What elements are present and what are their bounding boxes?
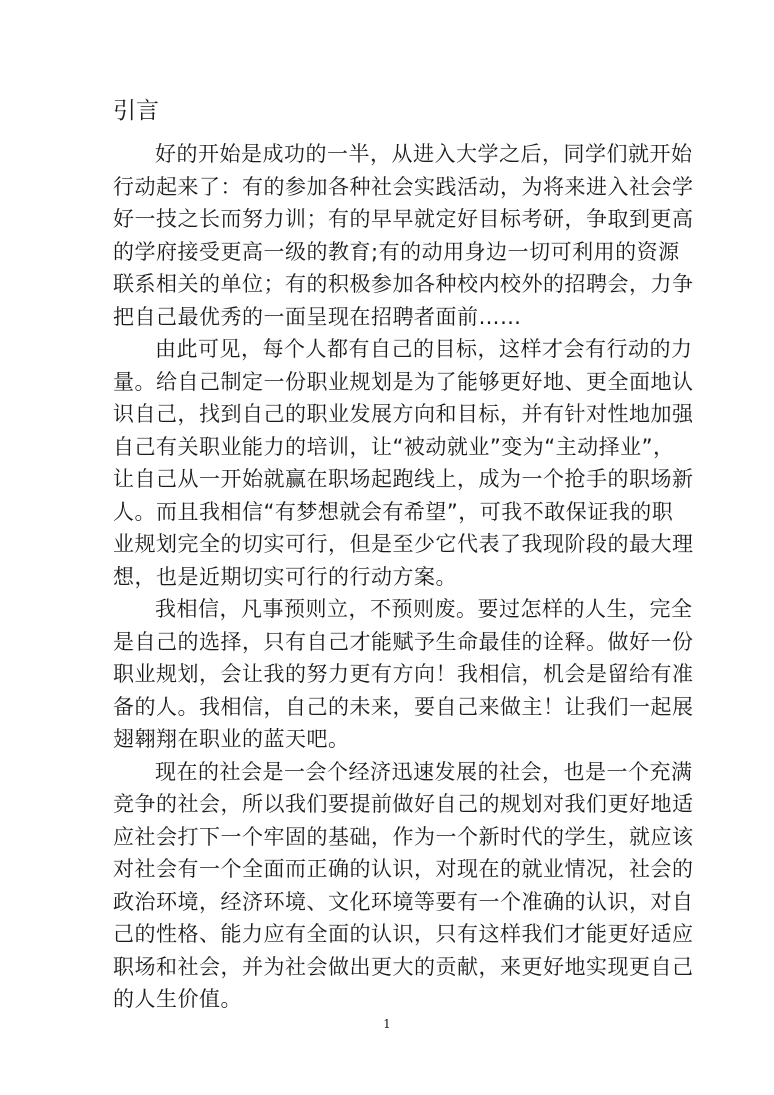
paragraph-1 (113, 138, 694, 333)
text-line: 我相信，凡事预则立，不预则废。要过怎样的人生，完全 (155, 597, 693, 621)
text-line: 把自己最优秀的一面呈现在招聘者面前…… (113, 304, 522, 329)
text-line: 应社会打下一个牢固的基础，作为一个新时代的学生，就应该 (113, 824, 694, 849)
text-line: 现在的社会是一会个经济迅速发展的社会，也是一个充满 (155, 759, 693, 784)
text-line: 人。而且我相信“有梦想就会有希望”，可我不敢保证我的职 (113, 499, 674, 524)
text-line: 让自己从一开始就赢在职场起跑线上，成为一个抢手的职场新 (113, 467, 694, 491)
text-line: 翅翱翔在职业的蓝天吧。 (113, 727, 350, 751)
paragraph-3 (113, 593, 694, 756)
text-line: 行动起来了：有的参加各种社会实践活动，为将来进入社会学 (113, 174, 694, 199)
text-line: 职业规划，会让我的努力更有方向！我相信，机会是留给有准 (113, 662, 694, 686)
text-line: 量。给自己制定一份职业规划是为了能够更好地、更全面地认 (113, 369, 694, 394)
text-line: 联系相关的单位；有的积极参加各种校内校外的招聘会，力争 (113, 272, 694, 296)
text-line: 的学府接受更高一级的教育;有的动用身边一切可利用的资源 (113, 239, 680, 264)
text-line: 职场和社会，并为社会做出更大的贡献，来更好地实现更自己 (113, 954, 694, 979)
paragraph-2 (113, 333, 694, 593)
text-line: 想，也是近期切实可行的行动方案。 (113, 564, 457, 589)
text-line: 对社会有一个全面而正确的认识，对现在的就业情况，社会的 (113, 857, 694, 881)
text-line: 备的人。我相信，自己的未来，要自己来做主！让我们一起展 (113, 694, 694, 719)
text-line: 好的开始是成功的一半，从进入大学之后，同学们就开始 (155, 142, 693, 166)
text-line: 竞争的社会，所以我们要提前做好自己的规划对我们更好地适 (113, 792, 694, 816)
text-line: 好一技之长而努力训；有的早早就定好目标考研，争取到更高 (113, 207, 694, 231)
text-line: 由此可见，每个人都有自己的目标，这样才会有行动的力 (155, 337, 693, 361)
text-line: 政治环境，经济环境、文化环境等要有一个准确的认识，对自 (113, 889, 694, 914)
page-number: 1 (383, 1017, 391, 1031)
text-line: 识自己，找到自己的职业发展方向和目标，并有针对性地加强 (113, 402, 694, 426)
text-line: 是自己的选择，只有自己才能赋予生命最佳的诠释。做好一份 (113, 629, 694, 654)
text-line: 业规划完全的切实可行，但是至少它代表了我现阶段的最大理 (113, 532, 694, 556)
paragraph-4 (113, 756, 694, 1016)
section-heading: 引言 (113, 98, 159, 124)
text-line: 己的性格、能力应有全面的认识，只有这样我们才能更好适应 (113, 922, 694, 946)
text-line: 自己有关职业能力的培训，让“被动就业”变为“主动择业”， (113, 434, 675, 459)
body-text (113, 138, 694, 1016)
text-line: 的人生价值。 (113, 987, 242, 1011)
